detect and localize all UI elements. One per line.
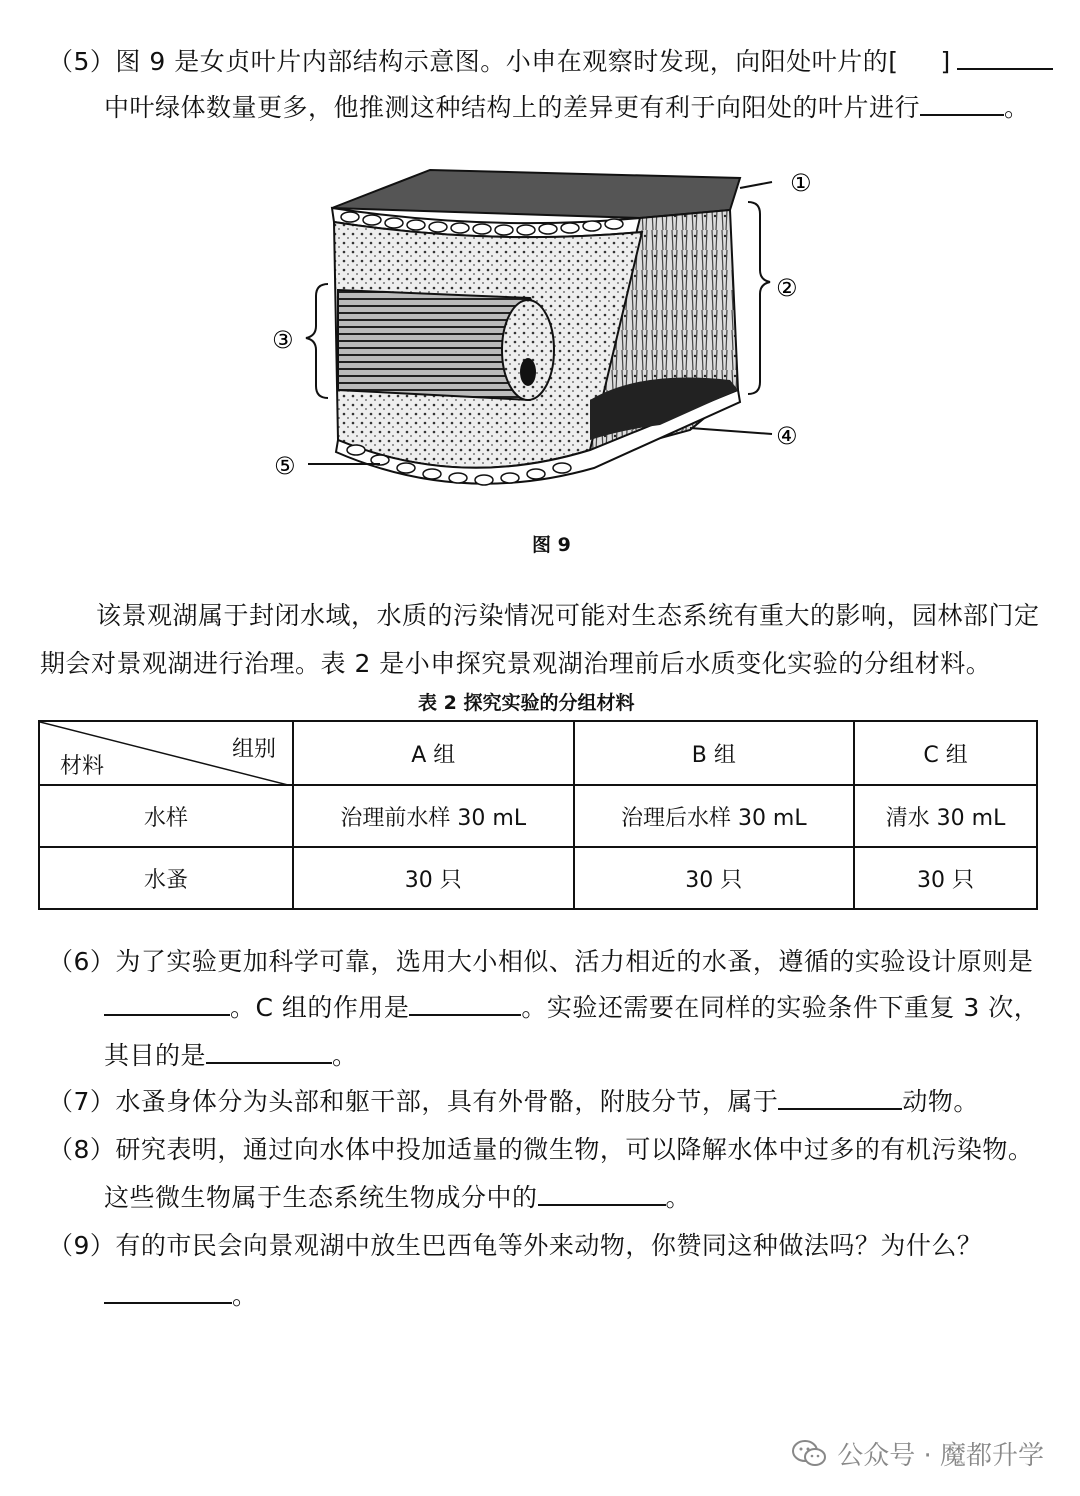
q9-line2: 。 bbox=[104, 1276, 258, 1312]
leaf-structure-figure bbox=[260, 150, 820, 510]
label-3: ③ bbox=[272, 326, 294, 354]
answer-blank[interactable] bbox=[206, 1038, 332, 1064]
header-a: A 组 bbox=[293, 721, 574, 785]
answer-blank[interactable] bbox=[778, 1084, 902, 1110]
passage-line1: 该景观湖属于封闭水域，水质的污染情况可能对生态系统有重大的影响，园林部门定 bbox=[96, 601, 1040, 630]
q9-line1: （9）有的市民会向景观湖中放生巴西龟等外来动物，你赞同这种做法吗？为什么？ bbox=[48, 1231, 983, 1260]
corner-bottom-label: 材料 bbox=[60, 754, 105, 779]
answer-blank[interactable] bbox=[538, 1180, 666, 1206]
q6-line3: 其目的是 。 bbox=[104, 1036, 358, 1072]
figure-caption: 图 9 bbox=[532, 534, 571, 556]
table-row: 水蚤 30 只 30 只 30 只 bbox=[39, 847, 1037, 909]
q6-line2: 。C 组的作用是 。实验还需要在同样的实验条件下重复 3 次， bbox=[104, 988, 1039, 1024]
header-c: C 组 bbox=[854, 721, 1037, 785]
q5-line2: 中叶绿体数量更多，他推测这种结构上的差异更有利于向阳处的叶片进行 。 bbox=[104, 88, 1030, 124]
q5-line1: （5）图 9 是女贞叶片内部结构示意图。小申在观察时发现，向阳处叶片的[ ] bbox=[48, 42, 1053, 78]
answer-blank[interactable] bbox=[104, 990, 230, 1016]
leaf-top-surface bbox=[332, 170, 740, 218]
table-corner-cell bbox=[39, 721, 293, 785]
label-4: ④ bbox=[776, 422, 798, 450]
materials-table bbox=[38, 720, 1038, 910]
q7-line: （7）水蚤身体分为头部和躯干部，具有外骨骼，附肢分节，属于 动物。 bbox=[48, 1082, 979, 1118]
q8-line2: 这些微生物属于生态系统生物成分中的 。 bbox=[104, 1178, 691, 1214]
answer-blank[interactable] bbox=[104, 1278, 232, 1304]
watermark bbox=[791, 1435, 1044, 1472]
wechat-icon bbox=[791, 1439, 827, 1469]
answer-blank[interactable] bbox=[409, 990, 521, 1016]
q8-line1: （8）研究表明，通过向水体中投加适量的微生物，可以降解水体中过多的有机污染物。 bbox=[48, 1135, 1034, 1164]
answer-blank[interactable] bbox=[957, 44, 1053, 70]
table-row: 水样 治理前水样 30 mL 治理后水样 30 mL 清水 30 mL bbox=[39, 785, 1037, 847]
passage-line2: 期会对景观湖进行治理。表 2 是小申探究景观湖治理前后水质变化实验的分组材料。 bbox=[40, 649, 992, 678]
label-5: ⑤ bbox=[274, 452, 296, 480]
header-b: B 组 bbox=[574, 721, 855, 785]
label-2: ② bbox=[776, 274, 798, 302]
answer-blank[interactable] bbox=[920, 90, 1004, 116]
label-1: ① bbox=[790, 169, 812, 197]
q6-line1: （6）为了实验更加科学可靠，选用大小相似、活力相近的水蚤，遵循的实验设计原则是 bbox=[48, 947, 1034, 976]
table-caption: 表 2 探究实验的分组材料 bbox=[418, 692, 635, 714]
watermark-text: 公众号 · 魔都升学 bbox=[837, 1441, 1044, 1471]
corner-top-label: 组别 bbox=[231, 737, 276, 762]
